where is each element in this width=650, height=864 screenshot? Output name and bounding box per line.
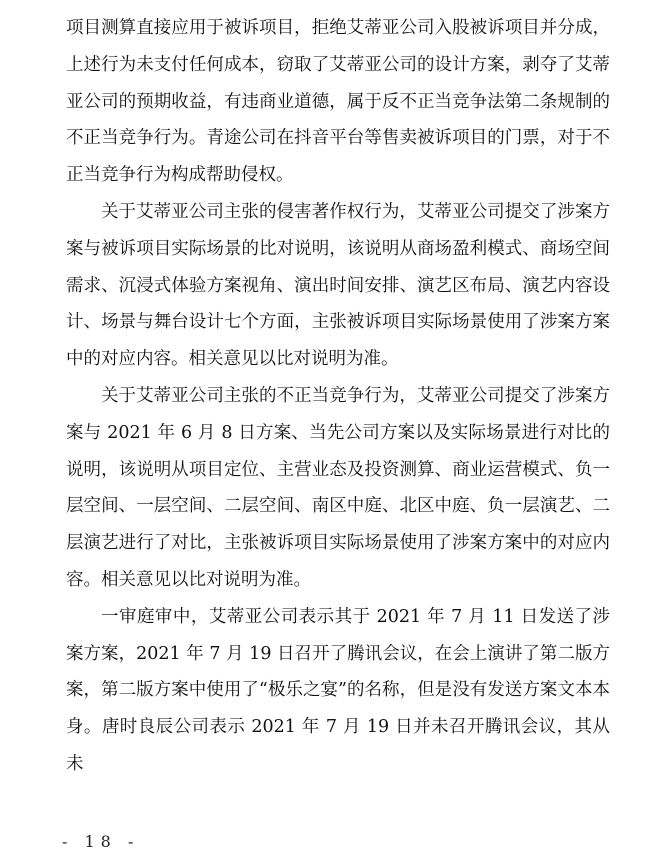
document-body [66,10,610,783]
paragraph-4: 一审庭审中，艾蒂亚公司表示其于 2021 年 7 月 11 日发送了涉案方案，2021 年 7 月 19 日召开了腾讯会议，在会上演讲了第二版方案，第二版方案中使用了“极乐之宴”的名称，但是没有发送方案文本本身。唐时良辰公司表示 2021 年 7 月 19 日并未召开腾讯会议，其从未 [66,606,611,774]
paragraph-3: 关于艾蒂亚公司主张的不正当竞争行为，艾蒂亚公司提交了涉案方案与 2021 年 6 月 8 日方案、当先公司方案以及实际场景进行对比的说明，该说明从项目定位、主营业态及投资测算、商业运营模式、负一层空间、一层空间、二层空间、南区中庭、北区中庭、负一层演艺、二层演艺进行了对比，主张被诉项目实际场景使用了涉案方案中的对应内容。相关意见以比对说明为准。 [66,385,610,590]
paragraph-1: 项目测算直接应用于被诉项目，拒绝艾蒂亚公司入股被诉项目并分成，上述行为未支付任何成本，窃取了艾蒂亚公司的设计方案，剥夺了艾蒂亚公司的预期收益，有违商业道德，属于反不正当竞争法第二条规制的不正当竞争行为。青途公司在抖音平台等售卖被诉项目的门票，对于不正当竞争行为构成帮助侵权。 [66,18,610,186]
page-number: - 18 - [62,832,140,851]
paragraph-2: 关于艾蒂亚公司主张的侵害著作权行为，艾蒂亚公司提交了涉案方案与被诉项目实际场景的比对说明，该说明从商场盈利模式、商场空间需求、沉浸式体验方案视角、演出时间安排、演艺区布局、演艺内容设计、场景与舞台设计七个方面，主张被诉项目实际场景使用了涉案方案中的对应内容。相关意见以比对说明为准。 [66,201,610,370]
